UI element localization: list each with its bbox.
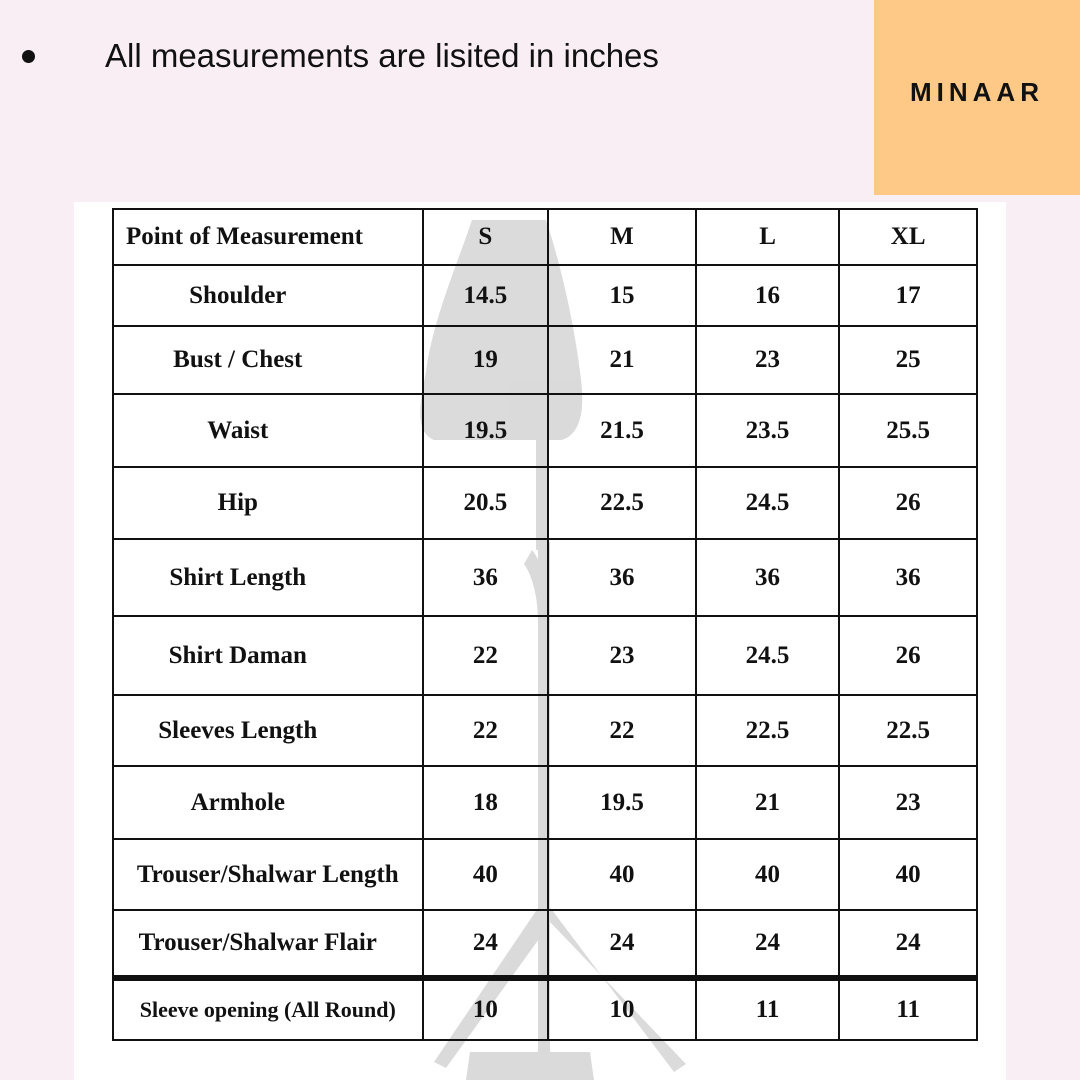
cell-m: 10 — [548, 978, 696, 1040]
cell-s: 14.5 — [423, 265, 549, 326]
table-row — [113, 766, 977, 839]
cell-l: 36 — [696, 539, 840, 616]
row-label: Trouser/Shalwar Flair — [113, 910, 423, 978]
table-row — [113, 616, 977, 695]
size-header-l: L — [696, 209, 840, 265]
row-label: Hip — [113, 467, 423, 539]
table-row — [113, 539, 977, 616]
cell-m: 21.5 — [548, 394, 696, 467]
table-row — [113, 839, 977, 910]
row-label: Sleeve opening (All Round) — [113, 978, 423, 1040]
cell-l: 24.5 — [696, 467, 840, 539]
cell-s: 36 — [423, 539, 549, 616]
cell-s: 22 — [423, 616, 549, 695]
table-row — [113, 910, 977, 978]
cell-xl: 24 — [839, 910, 977, 978]
cell-xl: 26 — [839, 616, 977, 695]
cell-xl: 17 — [839, 265, 977, 326]
row-label: Shirt Daman — [113, 616, 423, 695]
cell-xl: 40 — [839, 839, 977, 910]
cell-l: 23.5 — [696, 394, 840, 467]
size-header-xl: XL — [839, 209, 977, 265]
cell-s: 20.5 — [423, 467, 549, 539]
brand-name: MINAAR — [910, 77, 1044, 107]
cell-l: 24.5 — [696, 616, 840, 695]
table-row — [113, 394, 977, 467]
point-of-measurement-header: Point of Measurement — [113, 209, 423, 265]
cell-m: 21 — [548, 326, 696, 394]
table-row — [113, 467, 977, 539]
row-label: Trouser/Shalwar Length — [113, 839, 423, 910]
size-header-m: M — [548, 209, 696, 265]
table-row — [113, 978, 977, 1040]
row-label: Sleeves Length — [113, 695, 423, 766]
cell-xl: 11 — [839, 978, 977, 1040]
cell-m: 36 — [548, 539, 696, 616]
cell-l: 11 — [696, 978, 840, 1040]
row-label: Waist — [113, 394, 423, 467]
measurement-note-text: All measurements are lisited in inches — [105, 37, 659, 74]
cell-s: 40 — [423, 839, 549, 910]
measurement-note — [22, 34, 659, 78]
cell-m: 40 — [548, 839, 696, 910]
cell-s: 22 — [423, 695, 549, 766]
bullet-icon — [22, 50, 35, 63]
cell-s: 19 — [423, 326, 549, 394]
size-header-row — [113, 209, 977, 265]
cell-s: 18 — [423, 766, 549, 839]
cell-l: 16 — [696, 265, 840, 326]
cell-l: 40 — [696, 839, 840, 910]
cell-m: 23 — [548, 616, 696, 695]
cell-s: 19.5 — [423, 394, 549, 467]
cell-l: 23 — [696, 326, 840, 394]
row-label: Shoulder — [113, 265, 423, 326]
cell-m: 22 — [548, 695, 696, 766]
cell-l: 21 — [696, 766, 840, 839]
size-header-s: S — [423, 209, 549, 265]
cell-m: 24 — [548, 910, 696, 978]
brand-logo-box — [874, 0, 1080, 195]
table-row — [113, 695, 977, 766]
cell-s: 10 — [423, 978, 549, 1040]
cell-xl: 25.5 — [839, 394, 977, 467]
row-label: Armhole — [113, 766, 423, 839]
cell-xl: 26 — [839, 467, 977, 539]
row-label: Bust / Chest — [113, 326, 423, 394]
size-chart-table — [112, 208, 978, 1041]
cell-l: 24 — [696, 910, 840, 978]
row-label: Shirt Length — [113, 539, 423, 616]
size-chart-panel — [74, 202, 1006, 1080]
cell-m: 19.5 — [548, 766, 696, 839]
table-row — [113, 326, 977, 394]
cell-xl: 22.5 — [839, 695, 977, 766]
cell-m: 15 — [548, 265, 696, 326]
table-row — [113, 265, 977, 326]
cell-xl: 23 — [839, 766, 977, 839]
cell-m: 22.5 — [548, 467, 696, 539]
cell-xl: 36 — [839, 539, 977, 616]
cell-l: 22.5 — [696, 695, 840, 766]
cell-xl: 25 — [839, 326, 977, 394]
cell-s: 24 — [423, 910, 549, 978]
